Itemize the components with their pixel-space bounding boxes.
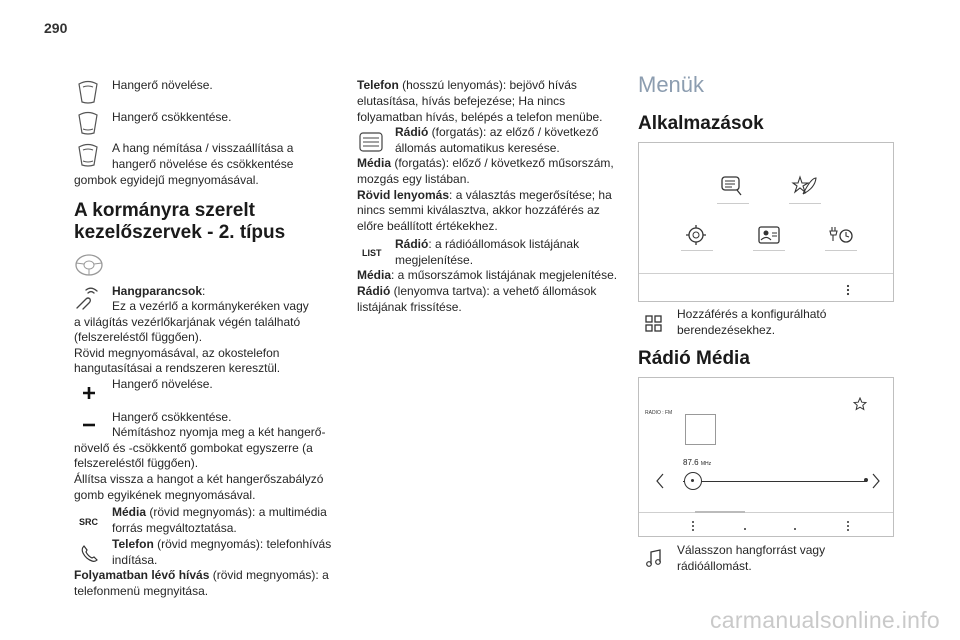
section-heading-line1: A kormányra szerelt bbox=[74, 200, 255, 221]
radio-band-label: RADIO : FM bbox=[645, 410, 673, 416]
phone-label: Telefon bbox=[112, 537, 154, 551]
phone-text-1 bbox=[112, 537, 331, 552]
list-radio-desc-1: : a rádióállomások listájának bbox=[428, 237, 580, 251]
radio-screen bbox=[638, 377, 894, 537]
energy-app-icon[interactable] bbox=[827, 223, 855, 247]
steering-wheel-icon bbox=[74, 254, 104, 276]
list-radio-text-2: megjelenítése. bbox=[395, 253, 474, 267]
frequency-unit: MHz bbox=[700, 461, 712, 467]
long-radio-label: Rádió bbox=[357, 284, 391, 298]
voice-text-3: (felszereléstől függően). bbox=[74, 330, 203, 344]
list-tag: LIST bbox=[362, 248, 382, 258]
media-rot-text-2: mozgás egy listában. bbox=[357, 172, 470, 186]
tuning-slider-end bbox=[864, 478, 868, 482]
mute-text-3: gombok egyidejű megnyomásával. bbox=[74, 173, 259, 187]
vol-down-text: Hangerő csökkentése. bbox=[112, 110, 232, 124]
voice-lever-icon bbox=[74, 287, 100, 311]
favorite-star-icon[interactable] bbox=[853, 397, 867, 411]
radio-title: Rádió Média bbox=[638, 348, 750, 369]
long-radio-text-1 bbox=[357, 284, 596, 299]
divider bbox=[789, 203, 821, 204]
list-radio-label: Rádió bbox=[395, 237, 429, 251]
settings-app-icon[interactable] bbox=[683, 223, 709, 247]
page-number: 290 bbox=[44, 20, 68, 36]
watermark: carmanualsonline.info bbox=[709, 607, 940, 633]
tel-label: Telefon bbox=[357, 78, 399, 92]
phone-text-2: indítása. bbox=[112, 553, 158, 567]
short-text-2: nincs semmi kiválasztva, akkor hozzáférés az bbox=[357, 203, 600, 217]
radio-desc-2: rádióállomást. bbox=[677, 559, 752, 573]
tuning-slider-handle-dot bbox=[691, 479, 694, 482]
chevron-right-icon[interactable] bbox=[871, 473, 881, 489]
screen-bottom-divider bbox=[639, 512, 893, 513]
apps-title: Alkalmazások bbox=[638, 113, 764, 134]
chevron-left-icon[interactable] bbox=[655, 473, 665, 489]
list-radio-text-1 bbox=[395, 237, 579, 252]
frequency-readout bbox=[683, 458, 711, 467]
media-text-1 bbox=[112, 505, 327, 520]
list-media-text bbox=[357, 268, 617, 283]
plus-icon bbox=[82, 386, 96, 400]
grid-icon bbox=[644, 314, 664, 334]
phone-icon bbox=[80, 544, 100, 564]
call-desc-1: (rövid megnyomás): a bbox=[209, 568, 329, 582]
steering-control-icon bbox=[74, 143, 102, 167]
notification-icon[interactable] bbox=[719, 174, 745, 198]
short-label: Rövid lenyomás bbox=[357, 188, 450, 202]
tel-text-1 bbox=[357, 78, 577, 93]
phone-desc-1: (rövid megnyomás): telefonhívás bbox=[153, 537, 332, 551]
tuning-slider-track[interactable] bbox=[683, 481, 867, 482]
active-tab-indicator bbox=[695, 511, 745, 513]
contacts-app-icon[interactable] bbox=[757, 225, 781, 245]
list-media-label: Média bbox=[357, 268, 392, 282]
favorite-app-icon[interactable] bbox=[791, 174, 817, 198]
tel-text-2: elutasítása, hívás befejezése; Ha nincs bbox=[357, 94, 566, 108]
steering-control-icon bbox=[74, 111, 102, 135]
call-text-2: telefonmenü megnyitása. bbox=[74, 584, 209, 598]
minus-text-2: Némításhoz nyomja meg a két hangerő- bbox=[112, 425, 326, 439]
radio-desc-1: (forgatás): az előző / következő bbox=[428, 125, 599, 139]
media-rot-label: Média bbox=[357, 156, 392, 170]
mute-text-1: A hang némítása / visszaállítása a bbox=[112, 141, 294, 155]
frequency-value: 87.6 bbox=[683, 458, 699, 467]
voice-text-1: Ez a vezérlő a kormánykeréken vagy bbox=[112, 299, 309, 313]
more-options-icon[interactable] bbox=[845, 520, 851, 532]
media-rot-desc-1: (forgatás): előző / következő műsorszám, bbox=[391, 156, 614, 170]
call-label: Folyamatban lévő hívás bbox=[74, 568, 210, 582]
section-heading-line2: kezelőszervek - 2. típus bbox=[74, 222, 286, 243]
tel-desc-1: (hosszú lenyomás): bejövő hívás bbox=[398, 78, 577, 92]
media-text-2: forrás megváltoztatása. bbox=[112, 521, 237, 535]
radio-label: Rádió bbox=[395, 125, 429, 139]
minus-text-3: növelő és -csökkentő gombokat egyszerre (a bbox=[74, 441, 313, 455]
voice-label-line: Hangparancsok: bbox=[112, 284, 206, 298]
media-label: Média bbox=[112, 505, 147, 519]
menu-title: Menük bbox=[638, 72, 705, 97]
more-options-icon[interactable] bbox=[690, 520, 696, 532]
apps-screen bbox=[638, 142, 894, 302]
apps-desc-2: berendezésekhez. bbox=[677, 323, 776, 337]
voice-label: Hangparancsok bbox=[112, 284, 203, 298]
src-tag: SRC bbox=[79, 517, 99, 527]
more-options-icon[interactable] bbox=[845, 284, 851, 296]
voice-text-4: Rövid megnyomásával, az okostelefon bbox=[74, 346, 280, 360]
minus-icon bbox=[82, 422, 96, 428]
divider bbox=[681, 250, 713, 251]
music-note-icon bbox=[645, 549, 663, 569]
page-dot bbox=[794, 528, 796, 530]
call-text-1 bbox=[74, 568, 329, 583]
scroll-wheel-icon bbox=[358, 130, 384, 154]
media-rot-text-1 bbox=[357, 156, 614, 171]
screen-bottom-divider bbox=[639, 273, 893, 274]
long-radio-text-2: listájának frissítése. bbox=[357, 300, 462, 314]
minus-text-5: Állítsa vissza a hangot a két hangerőszabályzó bbox=[74, 472, 324, 486]
radio-desc-1: Válasszon hangforrást vagy bbox=[677, 543, 826, 557]
voice-text-2: a világítás vezérlőkarjának végén található bbox=[74, 315, 301, 329]
mute-text-2: hangerő növelése és csökkentése bbox=[112, 157, 294, 171]
list-media-desc: : a műsorszámok listájának megjelenítése. bbox=[391, 268, 618, 282]
media-desc-1: (rövid megnyomás): a multimédia bbox=[146, 505, 327, 519]
short-text-1 bbox=[357, 188, 612, 203]
apps-desc-1: Hozzáférés a konfigurálható bbox=[677, 307, 827, 321]
steering-control-icon bbox=[74, 80, 102, 104]
page-dot bbox=[744, 528, 746, 530]
radio-text-1 bbox=[395, 125, 598, 140]
short-desc-1: : a választás megerősítése; ha bbox=[449, 188, 612, 202]
minus-text-4: felszereléstől függően). bbox=[74, 456, 199, 470]
plus-text: Hangerő növelése. bbox=[112, 377, 213, 391]
voice-text-5: hangutasításai a rendszeren keresztül. bbox=[74, 361, 281, 375]
short-text-3: előre beállított értékekhez. bbox=[357, 219, 498, 233]
vol-up-text: Hangerő növelése. bbox=[112, 78, 213, 92]
divider bbox=[753, 250, 785, 251]
divider bbox=[825, 250, 857, 251]
long-radio-desc-1: (lenyomva tartva): a vehető állomások bbox=[390, 284, 597, 298]
station-artwork bbox=[685, 414, 716, 445]
radio-text-2: állomás automatikus keresése. bbox=[395, 141, 560, 155]
divider bbox=[717, 203, 749, 204]
minus-text-6: gomb egyikének megnyomásával. bbox=[74, 488, 256, 502]
tel-text-3: folyamatban hívás, belépés a telefon menübe. bbox=[357, 110, 603, 124]
minus-text-1: Hangerő csökkentése. bbox=[112, 410, 232, 424]
